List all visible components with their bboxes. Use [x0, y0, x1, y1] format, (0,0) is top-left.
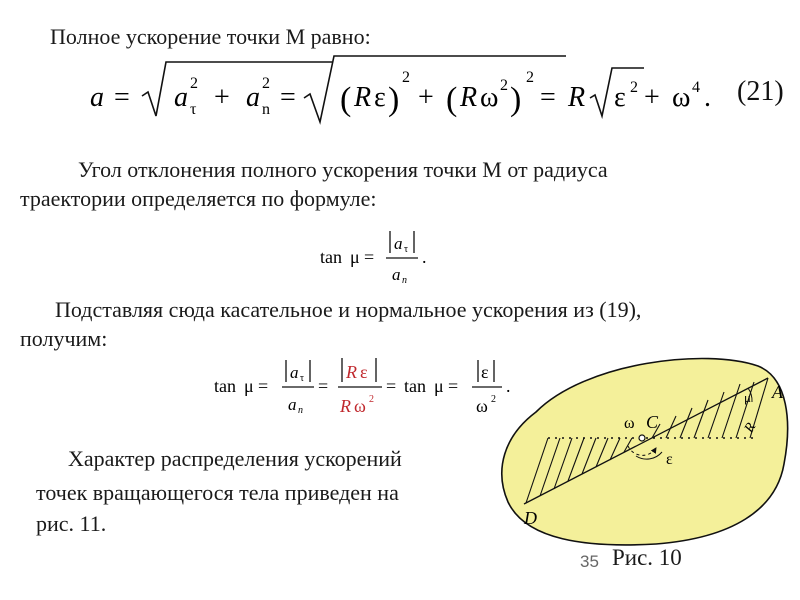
a-n-den-2: a	[288, 395, 297, 414]
R-num: R	[346, 362, 357, 382]
eq21-omega1: ω	[480, 82, 499, 113]
eq21-plus1: +	[214, 82, 230, 113]
eq21-R2: R	[460, 82, 478, 113]
eq21-pow4: 4	[692, 79, 700, 96]
para3-line3: рис. 11.	[36, 511, 107, 536]
n-sub-2: n	[298, 405, 303, 416]
eq21-sq6: 2	[630, 79, 638, 96]
a-tau-num: a	[394, 234, 403, 253]
label-epsilon: ε	[666, 451, 673, 468]
eq21-a-n: a	[246, 82, 260, 113]
eq-symbol: =	[364, 247, 375, 267]
eq21-eps1: ε	[374, 82, 386, 113]
eq21-sq1: 2	[190, 75, 198, 92]
eps-num: ε	[360, 362, 368, 382]
center-point-c	[639, 435, 645, 441]
para1-line2: траектории определяется по формуле:	[20, 186, 377, 211]
eq21-R3: R	[568, 82, 586, 113]
dot: .	[422, 247, 427, 267]
tau-sub-2: τ	[300, 373, 305, 384]
eq-symbol-1: =	[258, 376, 269, 396]
eq21-dot: .	[704, 82, 711, 113]
mu-symbol-2: μ	[434, 376, 444, 396]
eq-symbol-2: =	[318, 376, 329, 396]
eq21-plus3: +	[644, 82, 660, 113]
tan-label: tan	[320, 247, 342, 267]
label-mu: μ	[744, 390, 751, 405]
eq21-lpar1: (	[340, 81, 352, 118]
eq21-eps2: ε	[614, 82, 626, 113]
a-tau-num-2: a	[290, 363, 299, 382]
eq21-eq1: =	[114, 82, 130, 113]
label-a: A	[772, 382, 783, 402]
dot-2: .	[506, 376, 511, 396]
eq21-a-tau: a	[174, 82, 188, 113]
intro-text: Полное ускорение точки М равно:	[50, 24, 371, 49]
figure-caption: Рис. 10	[612, 545, 682, 570]
eq21-sq3: 2	[402, 69, 410, 86]
sq-den: 2	[369, 394, 374, 405]
omega-den-2: ω	[476, 396, 488, 416]
eq21-sq4: 2	[500, 77, 508, 94]
sqrt-sign-1	[142, 62, 332, 116]
label-omega: ω	[624, 415, 635, 432]
formula-tan-mu-2	[212, 352, 522, 424]
eq21-lpar2: (	[446, 81, 458, 118]
page-number: 35	[580, 552, 599, 571]
eq21-sq5: 2	[526, 69, 534, 86]
omega-den: ω	[354, 396, 366, 416]
eps-num-2: ε	[481, 362, 489, 382]
label-r: R	[741, 420, 760, 436]
eq21-sq2: 2	[262, 75, 270, 92]
a-n-den: a	[392, 265, 401, 284]
equation-21	[84, 52, 784, 134]
eq21-tau-sub: τ	[190, 101, 197, 118]
figure-rotating-body	[496, 352, 796, 552]
eq21-a: a	[90, 82, 104, 113]
tan-label-1: tan	[214, 376, 236, 396]
eq21-n-sub: n	[262, 101, 270, 118]
para3-line1: Характер распределения ускорений	[68, 446, 402, 471]
para2-line1: Подставляя сюда касательное и нормальное ускорения из (19),	[55, 297, 642, 322]
formula-tan-mu	[318, 225, 438, 291]
para1-line1: Угол отклонения полного ускорения точки М от радиуса	[78, 157, 608, 182]
eq21-R1: R	[354, 82, 372, 113]
rigid-body-outline	[502, 358, 788, 544]
n-sub: n	[402, 275, 407, 286]
mu-symbol-1: μ	[244, 376, 254, 396]
R-den: R	[340, 396, 351, 416]
tan-label-2: tan	[404, 376, 426, 396]
eq21-rpar1: )	[388, 81, 400, 118]
eq21-omega2: ω	[672, 82, 691, 113]
tau-sub: τ	[404, 244, 409, 255]
eq-symbol-4: =	[448, 376, 459, 396]
eq21-rpar2: )	[510, 81, 522, 118]
label-c: C	[646, 412, 659, 432]
eq21-plus2: +	[418, 82, 434, 113]
para2-line2: получим:	[20, 326, 108, 351]
para3-line2: точек вращающегося тела приведен на	[36, 480, 399, 505]
eq-symbol-3: =	[386, 376, 397, 396]
eq21-eq2: =	[280, 82, 296, 113]
mu-symbol: μ	[350, 247, 360, 267]
sq-den-2: 2	[491, 394, 496, 405]
label-d: D	[524, 508, 537, 528]
eq21-eq3: =	[540, 82, 556, 113]
equation-number: (21)	[737, 76, 784, 107]
